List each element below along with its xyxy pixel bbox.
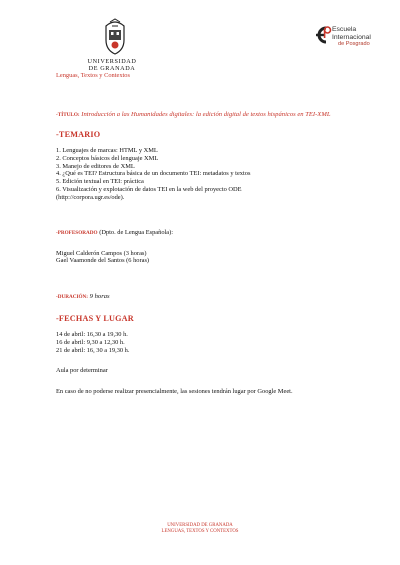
department-name: Lenguas, Textos y Contextos (56, 72, 130, 79)
footer-line1: UNIVERSIDAD DE GRANADA (167, 523, 233, 528)
profesor-item: Gael Vaamonde del Santos (6 horas) (56, 257, 150, 265)
school-logo (312, 22, 392, 62)
duracion-value: 9 horas (89, 293, 110, 301)
school-ep-icon (312, 24, 332, 48)
course-title-block (56, 111, 376, 119)
profesorado-label: -PROFESORADO (56, 229, 98, 236)
footer-line2: LENGUAS, TEXTOS Y CONTEXTOS (161, 529, 239, 534)
university-name (85, 58, 139, 72)
school-name-line3: de Posgrado (338, 41, 370, 48)
university-logo (87, 18, 139, 80)
university-name-line1: UNIVERSIDAD (87, 58, 137, 65)
fecha-item: 16 de abril: 9,30 a 12,30 h. (56, 339, 125, 347)
fecha-item: 21 de abril: 16, 30 a 19,30 h. (56, 347, 130, 355)
temario-item: 2. Conceptos básicos del lenguaje XML (56, 154, 159, 162)
school-name-line1: Escuela (332, 26, 357, 33)
profesorado-heading (56, 229, 376, 237)
title-label: -TÍTULO: (56, 112, 80, 118)
temario-item: 6. Visualización y explotación de datos TEI en la web del proyecto ODE (56, 185, 242, 193)
course-title: Introducción a las Humanidades digitales: la edición digital de textos hispánicos en TEI-XML (81, 111, 331, 118)
school-name (332, 26, 371, 49)
aula-text: Aula por determinar (56, 367, 108, 375)
duracion-label: -DURACIÓN: (56, 294, 88, 301)
temario-item-link: (http://corpora.ugr.es/ode). (56, 193, 125, 201)
fechas-heading: -FECHAS Y LUGAR (56, 314, 134, 324)
fecha-item: 14 de abril: 16,30 a 19,30 h. (56, 331, 128, 339)
temario-heading: -TEMARIO (56, 130, 101, 139)
university-crest-icon (100, 18, 130, 58)
profesor-item: Miguel Calderón Campos (3 horas) (56, 249, 147, 257)
university-name-line2: DE GRANADA (88, 65, 136, 72)
page-footer (0, 523, 400, 535)
temario-item: 3. Manejo de editores de XML (56, 162, 135, 170)
course-content (56, 111, 376, 396)
temario-item: 5. Edición textual en TEI: práctica (56, 178, 144, 186)
online-note: En caso de no poderse realizar presencialmente, las sesiones tendrán lugar por Google Meet. (56, 388, 293, 396)
temario-item: 1. Lenguajes de marcas: HTML y XML (56, 147, 158, 154)
temario-list (56, 147, 376, 202)
profesores-list (56, 250, 376, 266)
duracion-line (56, 293, 376, 301)
school-name-line2: Internacional (332, 33, 371, 41)
fechas-list (56, 331, 376, 355)
profesorado-department: (Dpto. de Lengua Española): (99, 228, 174, 236)
temario-item: 4. ¿Qué es TEI? Estructura básica de un documento TEI: metadatos y textos (56, 170, 251, 178)
